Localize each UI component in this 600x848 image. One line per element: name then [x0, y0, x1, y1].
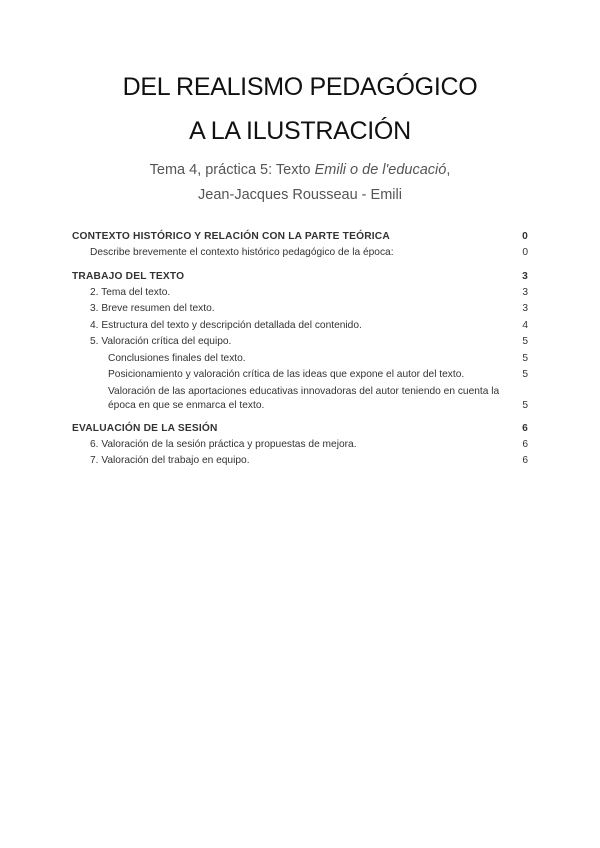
toc-entry-resumen[interactable]	[72, 302, 528, 319]
toc-page-number: 3	[522, 286, 528, 298]
toc-entry-label: 5. Valoración crítica del equipo.	[90, 336, 232, 347]
toc-entry-aportaciones[interactable]	[72, 385, 528, 415]
toc-entry-conclusiones[interactable]	[72, 352, 528, 369]
toc-page-number: 5	[522, 336, 528, 347]
toc-entry-contexto-descripcion[interactable]	[72, 246, 528, 263]
toc-page-number: 6	[522, 438, 528, 450]
toc-entry-valoracion-sesion[interactable]	[72, 438, 528, 455]
toc-page-number: 0	[522, 231, 528, 242]
toc-entry-valoracion-equipo[interactable]	[72, 454, 528, 471]
toc-page-number: 5	[522, 399, 528, 411]
toc-entry-valoracion-critica[interactable]	[72, 335, 528, 352]
toc-entry-posicionamiento[interactable]	[72, 368, 528, 385]
toc-entry-label: 2. Tema del texto.	[90, 286, 171, 298]
toc-entry-label: 4. Estructura del texto y descripción detallada del contenido.	[90, 319, 362, 331]
toc-entry-label: 6. Valoración de la sesión práctica y propuestas de mejora.	[90, 438, 357, 450]
toc-section-contexto[interactable]	[72, 230, 528, 246]
toc-entry-label: 3. Breve resumen del texto.	[90, 303, 215, 314]
toc-section-trabajo[interactable]	[72, 270, 528, 286]
subtitle-suffix: ,	[446, 162, 451, 178]
toc-entry-label: TRABAJO DEL TEXTO	[72, 270, 185, 282]
title-line-1: DEL REALISMO PEDAGÓGICO	[122, 73, 478, 101]
toc-entry-label: Describe brevemente el contexto histórico pedagógico de la época:	[90, 247, 394, 258]
subtitle-line-2: Jean-Jacques Rousseau - Emili	[198, 187, 402, 203]
title-line-2: A LA ILUSTRACIÓN	[189, 117, 411, 145]
toc-entry-label: CONTEXTO HISTÓRICO Y RELACIÓN CON LA PARTE TEÓRICA	[72, 231, 390, 242]
toc-entry-tema[interactable]	[72, 286, 528, 303]
toc-entry-label: 7. Valoración del trabajo en equipo.	[90, 455, 250, 466]
toc-entry-label: Valoración de las aportaciones educativas innovadoras del autor teniendo en cuenta la época en que se enmarca el texto.	[108, 385, 500, 411]
toc-page-number: 5	[522, 369, 528, 380]
subtitle-prefix: Tema 4, práctica 5: Texto	[149, 162, 315, 178]
subtitle-line-1	[0, 162, 600, 178]
toc-page-number: 3	[522, 303, 528, 314]
toc-page-number: 4	[522, 319, 528, 331]
subtitle-work-title: Emili o de l'educació	[314, 162, 447, 178]
toc-entry-estructura[interactable]	[72, 319, 528, 336]
toc-page-number: 6	[522, 422, 528, 434]
toc-entry-label: Posicionamiento y valoración crítica de las ideas que expone el autor del texto.	[108, 369, 465, 380]
toc-entry-label: Conclusiones finales del texto.	[108, 352, 246, 364]
toc-page-number: 6	[522, 455, 528, 466]
toc-section-evaluacion[interactable]	[72, 422, 528, 438]
table-of-contents	[72, 230, 528, 471]
toc-page-number: 3	[522, 270, 528, 282]
toc-entry-label: EVALUACIÓN DE LA SESIÓN	[72, 422, 218, 434]
toc-page-number: 0	[522, 247, 528, 258]
toc-page-number: 5	[522, 352, 528, 364]
